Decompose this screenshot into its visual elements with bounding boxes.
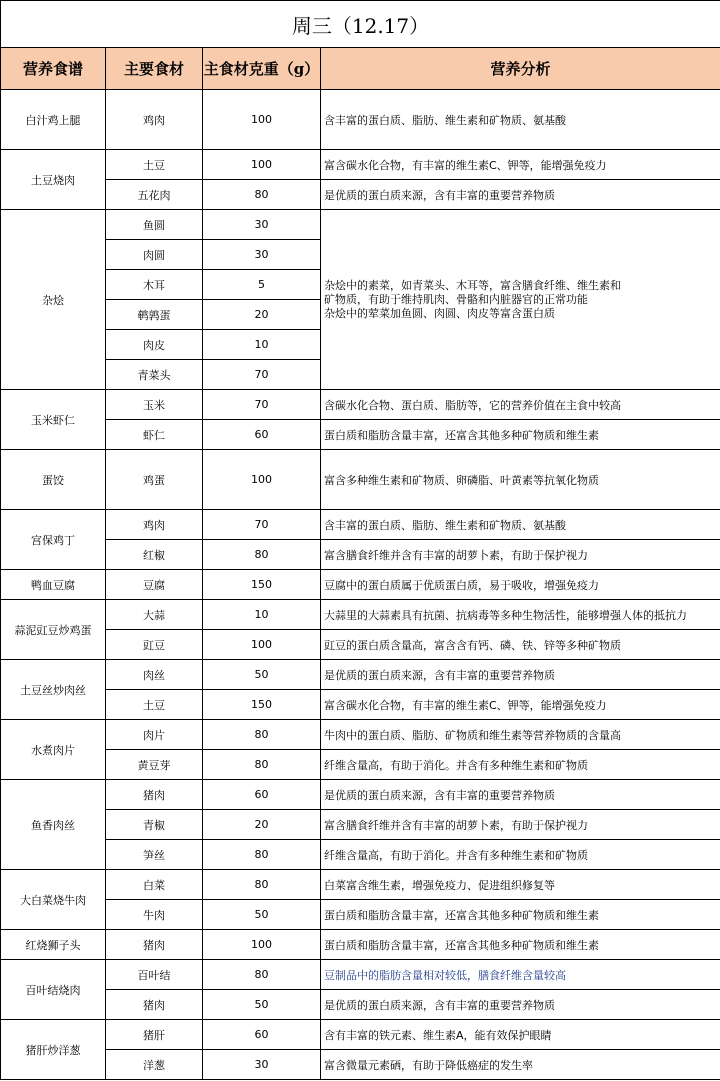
dish-name: 鱼香肉丝 — [1, 780, 106, 870]
ingredient-grams: 20 — [203, 300, 321, 330]
table-row — [1, 150, 720, 180]
table-row — [1, 930, 720, 960]
dish-name: 猪肝炒洋葱 — [1, 1020, 106, 1080]
table-row — [1, 1050, 720, 1080]
table-row — [1, 390, 720, 420]
ingredient-grams: 70 — [203, 390, 321, 420]
ingredient-name: 木耳 — [106, 270, 203, 300]
ingredient-name: 土豆 — [106, 150, 203, 180]
ingredient-name: 青菜头 — [106, 360, 203, 390]
ingredient-grams: 50 — [203, 660, 321, 690]
ingredient-name: 洋葱 — [106, 1050, 203, 1080]
ingredient-grams: 70 — [203, 360, 321, 390]
table-row — [1, 810, 720, 840]
ingredient-grams: 10 — [203, 600, 321, 630]
table-row — [1, 840, 720, 870]
nutrition-analysis: 含丰富的蛋白质、脂肪、维生素和矿物质、氨基酸 — [321, 510, 720, 540]
ingredient-name: 猪肉 — [106, 780, 203, 810]
nutrition-analysis: 蛋白质和脂肪含量丰富，还富含其他多种矿物质和维生素 — [321, 930, 720, 960]
table-row — [1, 90, 720, 150]
ingredient-name: 鸡肉 — [106, 90, 203, 150]
dish-name: 土豆烧肉 — [1, 150, 106, 210]
nutrition-analysis: 纤维含量高，有助于消化。并含有多种维生素和矿物质 — [321, 840, 720, 870]
dish-name: 水煮肉片 — [1, 720, 106, 780]
nutrition-analysis: 是优质的蛋白质来源，含有丰富的重要营养物质 — [321, 180, 720, 210]
nutrition-analysis: 富含膳食纤维并含有丰富的胡萝卜素，有助于保护视力 — [321, 540, 720, 570]
header-grams: 主食材克重（g） — [203, 48, 321, 90]
nutrition-analysis: 豇豆的蛋白质含量高，富含含有钙、磷、铁、锌等多种矿物质 — [321, 630, 720, 660]
dish-name: 红烧狮子头 — [1, 930, 106, 960]
dish-name: 蒜泥豇豆炒鸡蛋 — [1, 600, 106, 660]
ingredient-grams: 100 — [203, 930, 321, 960]
header-analysis: 营养分析 — [321, 48, 720, 90]
ingredient-grams: 80 — [203, 840, 321, 870]
nutrition-analysis: 是优质的蛋白质来源，含有丰富的重要营养物质 — [321, 990, 720, 1020]
ingredient-name: 豇豆 — [106, 630, 203, 660]
dish-name: 宫保鸡丁 — [1, 510, 106, 570]
table-row — [1, 450, 720, 510]
ingredient-grams: 70 — [203, 510, 321, 540]
ingredient-grams: 80 — [203, 750, 321, 780]
table-row — [1, 180, 720, 210]
table-row — [1, 780, 720, 810]
ingredient-name: 鱼圆 — [106, 210, 203, 240]
ingredient-name: 百叶结 — [106, 960, 203, 990]
nutrition-analysis: 富含碳水化合物，有丰富的维生素C、钾等，能增强免疫力 — [321, 690, 720, 720]
ingredient-grams: 30 — [203, 1050, 321, 1080]
nutrition-analysis: 蛋白质和脂肪含量丰富，还富含其他多种矿物质和维生素 — [321, 420, 720, 450]
table-row — [1, 960, 720, 990]
ingredient-grams: 100 — [203, 630, 321, 660]
table-row — [1, 1020, 720, 1050]
nutrition-analysis: 牛肉中的蛋白质、脂肪、矿物质和维生素等营养物质的含量高 — [321, 720, 720, 750]
ingredient-grams: 100 — [203, 90, 321, 150]
ingredient-name: 土豆 — [106, 690, 203, 720]
ingredient-name: 鹌鹑蛋 — [106, 300, 203, 330]
ingredient-grams: 150 — [203, 690, 321, 720]
ingredient-name: 肉圆 — [106, 240, 203, 270]
ingredient-grams: 80 — [203, 720, 321, 750]
ingredient-name: 白菜 — [106, 870, 203, 900]
nutrition-analysis: 富含碳水化合物，有丰富的维生素C、钾等，能增强免疫力 — [321, 150, 720, 180]
nutrition-analysis: 含有丰富的铁元素、维生素A，能有效保护眼睛 — [321, 1020, 720, 1050]
ingredient-grams: 30 — [203, 210, 321, 240]
ingredient-grams: 60 — [203, 1020, 321, 1050]
ingredient-name: 猪肝 — [106, 1020, 203, 1050]
ingredient-name: 鸡蛋 — [106, 450, 203, 510]
table-row — [1, 660, 720, 690]
dish-name: 百叶结烧肉 — [1, 960, 106, 1020]
ingredient-grams: 150 — [203, 570, 321, 600]
nutrition-analysis: 是优质的蛋白质来源，含有丰富的重要营养物质 — [321, 660, 720, 690]
dish-name: 杂烩 — [1, 210, 106, 390]
ingredient-name: 虾仁 — [106, 420, 203, 450]
dish-name: 土豆丝炒肉丝 — [1, 660, 106, 720]
ingredient-grams: 30 — [203, 240, 321, 270]
ingredient-name: 牛肉 — [106, 900, 203, 930]
ingredient-name: 青椒 — [106, 810, 203, 840]
nutrition-analysis: 白菜富含维生素，增强免疫力、促进组织修复等 — [321, 870, 720, 900]
table-row — [1, 210, 720, 240]
dish-name: 蛋饺 — [1, 450, 106, 510]
ingredient-grams: 100 — [203, 450, 321, 510]
table-row — [1, 630, 720, 660]
ingredient-name: 肉皮 — [106, 330, 203, 360]
nutrition-analysis: 豆制品中的脂肪含量相对较低，膳食纤维含量较高 — [321, 960, 720, 990]
ingredient-grams: 50 — [203, 990, 321, 1020]
dish-name: 大白菜烧牛肉 — [1, 870, 106, 930]
nutrition-analysis: 富含微量元素硒，有助于降低癌症的发生率 — [321, 1050, 720, 1080]
ingredient-name: 鸡肉 — [106, 510, 203, 540]
ingredient-grams: 80 — [203, 540, 321, 570]
table-row — [1, 750, 720, 780]
nutrition-analysis: 纤维含量高，有助于消化。并含有多种维生素和矿物质 — [321, 750, 720, 780]
ingredient-name: 玉米 — [106, 390, 203, 420]
ingredient-name: 肉片 — [106, 720, 203, 750]
nutrition-analysis: 大蒜里的大蒜素具有抗菌、抗病毒等多种生物活性，能够增强人体的抵抗力 — [321, 600, 720, 630]
page-title: 周三（12.17） — [1, 1, 720, 48]
table-row — [1, 690, 720, 720]
header-ingredient: 主要食材 — [106, 48, 203, 90]
ingredient-grams: 50 — [203, 900, 321, 930]
nutrition-analysis: 蛋白质和脂肪含量丰富，还富含其他多种矿物质和维生素 — [321, 900, 720, 930]
table-row — [1, 570, 720, 600]
ingredient-grams: 20 — [203, 810, 321, 840]
ingredient-name: 猪肉 — [106, 930, 203, 960]
nutrition-analysis: 豆腐中的蛋白质属于优质蛋白质，易于吸收，增强免疫力 — [321, 570, 720, 600]
table-row — [1, 720, 720, 750]
ingredient-grams: 10 — [203, 330, 321, 360]
table-row — [1, 990, 720, 1020]
header-row — [1, 48, 720, 90]
nutrition-analysis: 杂烩中的素菜，如青菜头、木耳等，富含膳食纤维、维生素和 矿物质，有助于维持肌肉、骨骼和内脏器官的正常功能 杂烩中的荤菜加鱼圆、肉圆、肉皮等富含蛋白质 — [321, 210, 720, 390]
ingredient-name: 红椒 — [106, 540, 203, 570]
ingredient-name: 黄豆芽 — [106, 750, 203, 780]
dish-name: 白汁鸡上腿 — [1, 90, 106, 150]
ingredient-grams: 80 — [203, 870, 321, 900]
table-row — [1, 540, 720, 570]
table-row — [1, 870, 720, 900]
ingredient-grams: 80 — [203, 960, 321, 990]
nutrition-analysis: 富含多种维生素和矿物质、卵磷脂、叶黄素等抗氧化物质 — [321, 450, 720, 510]
ingredient-name: 豆腐 — [106, 570, 203, 600]
table-row — [1, 510, 720, 540]
ingredient-name: 五花肉 — [106, 180, 203, 210]
ingredient-name: 大蒜 — [106, 600, 203, 630]
dish-name: 玉米虾仁 — [1, 390, 106, 450]
ingredient-grams: 80 — [203, 180, 321, 210]
ingredient-grams: 60 — [203, 780, 321, 810]
ingredient-grams: 60 — [203, 420, 321, 450]
ingredient-name: 笋丝 — [106, 840, 203, 870]
nutrition-analysis: 富含膳食纤维并含有丰富的胡萝卜素，有助于保护视力 — [321, 810, 720, 840]
dish-name: 鸭血豆腐 — [1, 570, 106, 600]
header-recipe: 营养食谱 — [1, 48, 106, 90]
ingredient-name: 猪肉 — [106, 990, 203, 1020]
table-row — [1, 420, 720, 450]
ingredient-name: 肉丝 — [106, 660, 203, 690]
nutrition-analysis: 含丰富的蛋白质、脂肪、维生素和矿物质、氨基酸 — [321, 90, 720, 150]
nutrition-analysis: 含碳水化合物、蛋白质、脂肪等，它的营养价值在主食中较高 — [321, 390, 720, 420]
table-row — [1, 600, 720, 630]
ingredient-grams: 100 — [203, 150, 321, 180]
ingredient-grams: 5 — [203, 270, 321, 300]
table-row — [1, 900, 720, 930]
nutrition-analysis: 是优质的蛋白质来源，含有丰富的重要营养物质 — [321, 780, 720, 810]
